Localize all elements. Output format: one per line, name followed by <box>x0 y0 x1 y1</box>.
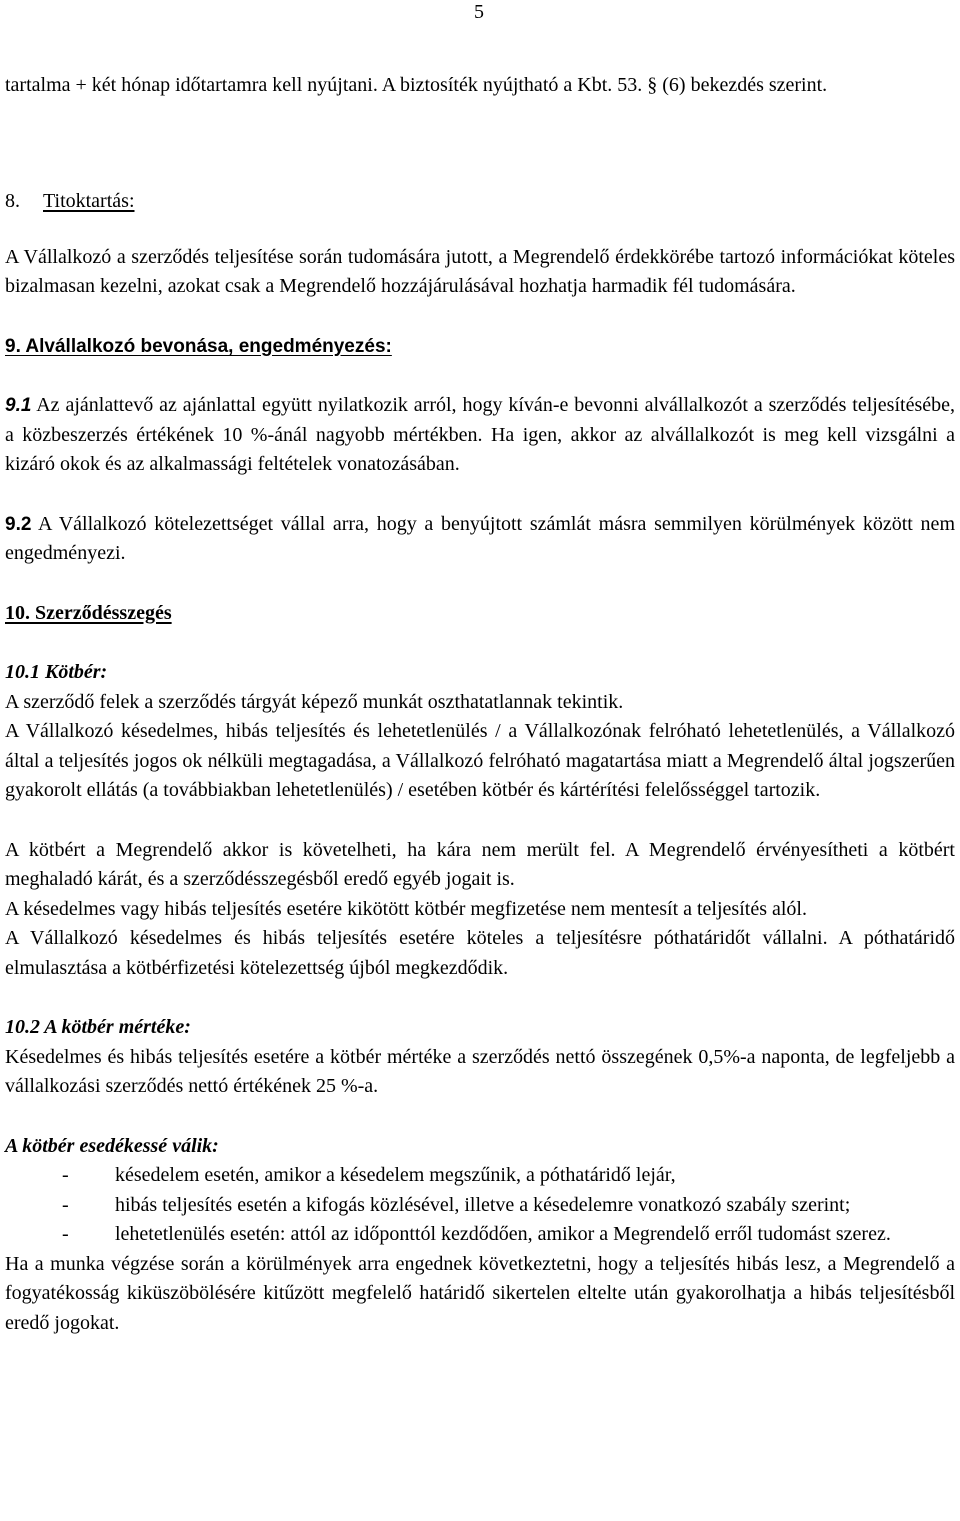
section-10-2-title: 10.2 A kötbér mértéke: <box>5 1016 191 1038</box>
section-10-1-line: A szerződő felek a szerződés tárgyát képező munkát oszthatatlannak tekintik. <box>5 690 624 713</box>
list-item-text: késedelem esetén, amikor a késedelem megszűnik, a póthatáridő lejár, <box>115 1164 676 1186</box>
section-10-title: 10. Szerződésszegés <box>5 601 172 624</box>
list-item-text: lehetetlenülés esetén: attól az időponttól kezdődően, amikor a Megrendelő erről tudomást szerez. <box>115 1223 891 1245</box>
list-item <box>5 1191 955 1221</box>
section-10-1-line: A késedelmes vagy hibás teljesítés esetére kikötött kötbér megfizetése nem mentesít a teljesítés alól. <box>5 897 807 920</box>
section-10-1-title: 10.1 Kötbér: <box>5 661 108 683</box>
section-8-title: Titoktartás: <box>43 189 135 212</box>
section-10-2-text: Késedelmes és hibás teljesítés esetére a kötbér mértéke a szerződés nettó összegének 0,5%-a naponta, de legfeljebb a vállalkozási szerződés nettó értékének 25 %-a. <box>5 1045 955 1097</box>
list-dash: - <box>62 1193 69 1216</box>
section-9-title: 9. Alvállalkozó bevonása, engedményezés: <box>5 335 392 357</box>
list-item <box>5 1161 955 1191</box>
section-9-1-number: 9.1 <box>5 395 32 416</box>
page-number: 5 <box>474 1 484 23</box>
section-8-number: 8. <box>5 189 20 212</box>
closing-paragraph: Ha a munka végzése során a körülmények arra engednek következtetni, hogy a teljesítés hibás lesz, a Megrendelő a fogyatékosság kiküszöbölésére kitűzött megfelelő határidő sikertelen eltelte után gyakorolhatja a hibás teljesítésből eredő jogokat. <box>5 1252 955 1334</box>
section-9-2-number: 9.2 <box>5 513 32 535</box>
section-9-1-text: Az ajánlattevő az ajánlattal együtt nyilatkozik arról, hogy kíván-e bevonni alvállalkozót a szerződés teljesítésébe, a közbeszerzés értékének 10 %-ánál nagyobb mértékben. Ha igen, akkor az alvállalkozót is meg kell vizsgálni a kizáró okok és az alkalmassági feltételek vonatozásában. <box>5 394 955 475</box>
section-8-text: A Vállalkozó a szerződés teljesítése során tudomására jutott, a Megrendelő érdekkörébe tartozó információkat köteles bizalmasan kezelni, azokat csak a Megrendelő hozzájárulásával hozhatja harmadik fél tudomására. <box>5 245 955 297</box>
kotber-due-title: A kötbér esedékessé válik: <box>5 1134 219 1157</box>
list-dash: - <box>62 1223 69 1245</box>
section-8-heading <box>5 190 955 213</box>
list-dash: - <box>62 1164 69 1186</box>
section-9-2-paragraph <box>5 510 955 569</box>
section-10-1-line: A kötbért a Megrendelő akkor is követelheti, ha kára nem merült fel. A Megrendelő érvényesítheti a kötbért meghaladó kárát, és a szerződésszegésből eredő egyéb jogait is. <box>5 838 955 890</box>
section-9-2-text: A Vállalkozó kötelezettséget vállal arra, hogy a benyújtott számlát másra semmilyen körülmények között nem engedményezi. <box>5 512 955 564</box>
document-body <box>5 71 955 1338</box>
kotber-due-list <box>5 1161 955 1250</box>
intro-paragraph: tartalma + két hónap időtartamra kell nyújtani. A biztosíték nyújtható a Kbt. 53. § (6) bekezdés szerint. <box>5 74 828 96</box>
section-10-1-line: A Vállalkozó késedelmes és hibás teljesítés esetére köteles a teljesítésre póthatáridőt vállalni. A póthatáridő elmulasztása a kötbérfizetési kötelezettség újból megkezdődik. <box>5 927 955 979</box>
section-10-1-line: A Vállalkozó késedelmes, hibás teljesítés és lehetetlenülés / a Vállalkozónak felróható lehetetlenülés, a Vállalkozó által a teljesítés jogos ok nélküli megtagadása, a Vállalkozó felróható magatartása miatt a Megrendelő által jogszerűen gyakorolt ellátás (a továbbiakban lehetetlenülés) / esetében kötbér és kártérítési felelősséggel tartozik. <box>5 720 955 801</box>
list-item-text: hibás teljesítés esetén a kifogás közlésével, illetve a késedelemre vonatkozó szabály szerint; <box>115 1193 851 1216</box>
section-9-1-paragraph <box>5 391 955 480</box>
list-item <box>5 1220 955 1250</box>
